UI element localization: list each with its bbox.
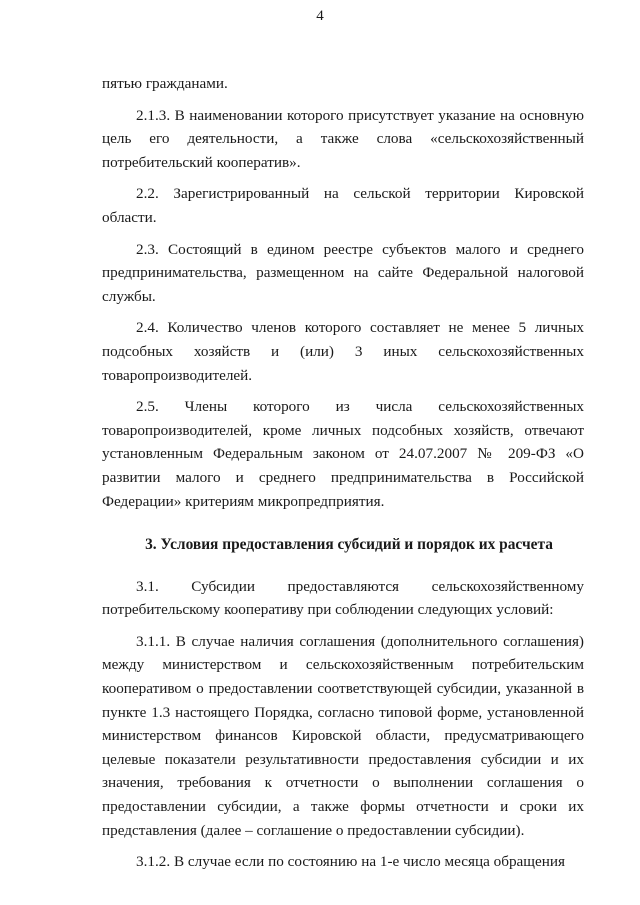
- paragraph-2-2: 2.2. Зарегистрированный на сельской территории Кировской области.: [102, 185, 584, 226]
- paragraph-3-1-2: 3.1.2. В случае если по состоянию на 1-е число месяца обращения: [136, 853, 565, 871]
- page-number: 4: [316, 8, 324, 24]
- paragraph-2-5: 2.5. Члены которого из числа сельскохозяйственных товаропроизводителей, кроме личных подсобных хозяйств, отвечают установленным Федеральным законом от 24.07.2007 № 209-ФЗ «О развитии малого и среднего предпринимательства в Российской Федерации» критериям микропредприятия.: [102, 398, 584, 510]
- paragraph-2-1-3: 2.1.3. В наименовании которого присутствует указание на основную цель его деятельности, а также слова «сельскохозяйственный потребительский кооператив».: [102, 106, 584, 171]
- paragraph-3-1: 3.1. Субсидии предоставляются сельскохозяйственному потребительскому кооперативу при соблюдении следующих условий:: [102, 577, 584, 619]
- paragraph-2-3: 2.3. Состоящий в едином реестре субъектов малого и среднего предпринимательства, размещенном на сайте Федеральной налоговой службы.: [102, 240, 584, 305]
- paragraph-continuation: пятью гражданами.: [102, 75, 228, 92]
- paragraph-2-4: 2.4. Количество членов которого составляет не менее 5 личных подсобных хозяйств и (или) 3 иных сельскохозяйственных товаропроизводителей.: [102, 319, 584, 384]
- paragraph-3-1-1: 3.1.1. В случае наличия соглашения (дополнительного соглашения) между министерством и сельскохозяйственным потребительским кооперативом о предоставлении соответствующей субсидии, указанной в пункте 1.3 настоящего Порядка, согласно типовой форме, установленной министерством финансов Кировской области, предусматривающего целевые показатели результативности предоставления субсидии и их значения, требования к отчетности о выполнении соглашения о предоставлении субсидии, а также формы отчетности и сроки их представления (далее – соглашение о предоставлении субсидии).: [102, 632, 584, 839]
- document-body: [102, 72, 584, 874]
- section-heading: 3. Условия предоставления субсидий и порядок их расчета: [145, 536, 553, 554]
